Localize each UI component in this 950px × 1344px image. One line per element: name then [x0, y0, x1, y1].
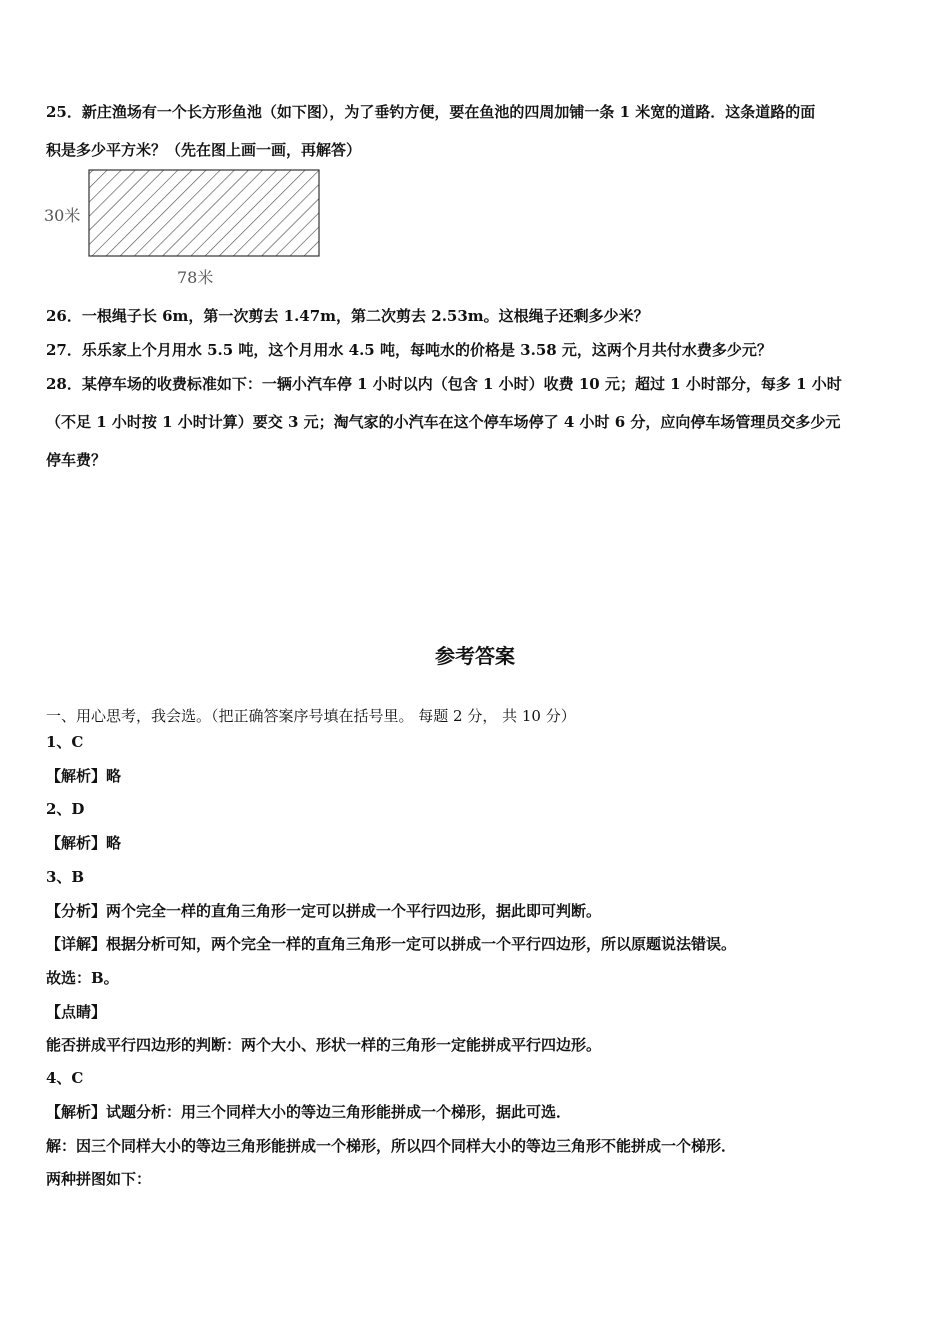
q25-text-line2: 积是多少平方米？（先在图上画一画，再解答） [46, 141, 362, 159]
answer-line: 4、C [46, 1069, 84, 1087]
answer-line: 【详解】根据分析可知，两个完全一样的直角三角形一定可以拼成一个平行四边形，所以原题说法错误。 [46, 935, 737, 953]
pond-hatch-fill [89, 170, 319, 256]
answers-section-header: 一、用心思考，我会选。（把正确答案序号填在括号里。 每题 2 分， 共 10 分） [46, 707, 576, 725]
answer-line: 1、C [46, 733, 84, 751]
q27-text: 27．乐乐家上个月用水 5.5 吨，这个月用水 4.5 吨，每吨水的价格是 3.58 元，这两个月共付水费多少元？ [46, 341, 772, 359]
q26-text: 26．一根绳子长 6m，第一次剪去 1.47m，第二次剪去 2.53m。这根绳子还剩多少米？ [46, 307, 649, 325]
q25-text-line1: 25．新庄渔场有一个长方形鱼池（如下图），为了垂钓方便，要在鱼池的四周加铺一条 1 米宽的道路．这条道路的面 [46, 103, 816, 121]
q28-text-line2: （不足 1 小时按 1 小时计算）要交 3 元；淘气家的小汽车在这个停车场停了 4 小时 6 分，应向停车场管理员交多少元 [46, 413, 841, 431]
answer-line: 3、B [46, 868, 85, 886]
answer-line: 两种拼图如下： [46, 1170, 152, 1188]
q28-text-line1: 28．某停车场的收费标准如下：一辆小汽车停 1 小时以内（包含 1 小时）收费 10 元；超过 1 小时部分，每多 1 小时 [46, 375, 842, 393]
answer-line: 能否拼成平行四边形的判断：两个大小、形状一样的三角形一定能拼成平行四边形。 [46, 1036, 602, 1054]
answer-line: 【解析】略 [46, 767, 122, 785]
fish-pond-diagram [40, 166, 340, 292]
answer-line: 【解析】试题分析：用三个同样大小的等边三角形能拼成一个梯形，据此可选． [46, 1103, 572, 1121]
answers-title: 参考答案 [435, 644, 515, 668]
answer-line: 解：因三个同样大小的等边三角形能拼成一个梯形，所以四个同样大小的等边三角形不能拼成一个梯形． [46, 1137, 737, 1155]
q28-text-line3: 停车费？ [46, 451, 107, 469]
pond-width-label: 78米 [177, 268, 214, 287]
answer-line: 【点睛】 [46, 1003, 107, 1021]
answer-line: 2、D [46, 800, 85, 818]
answer-line: 故选：B。 [46, 969, 119, 987]
answer-line: 【分析】两个完全一样的直角三角形一定可以拼成一个平行四边形，据此即可判断。 [46, 902, 602, 920]
pond-height-label: 30米 [44, 206, 81, 225]
answer-line: 【解析】略 [46, 834, 122, 852]
